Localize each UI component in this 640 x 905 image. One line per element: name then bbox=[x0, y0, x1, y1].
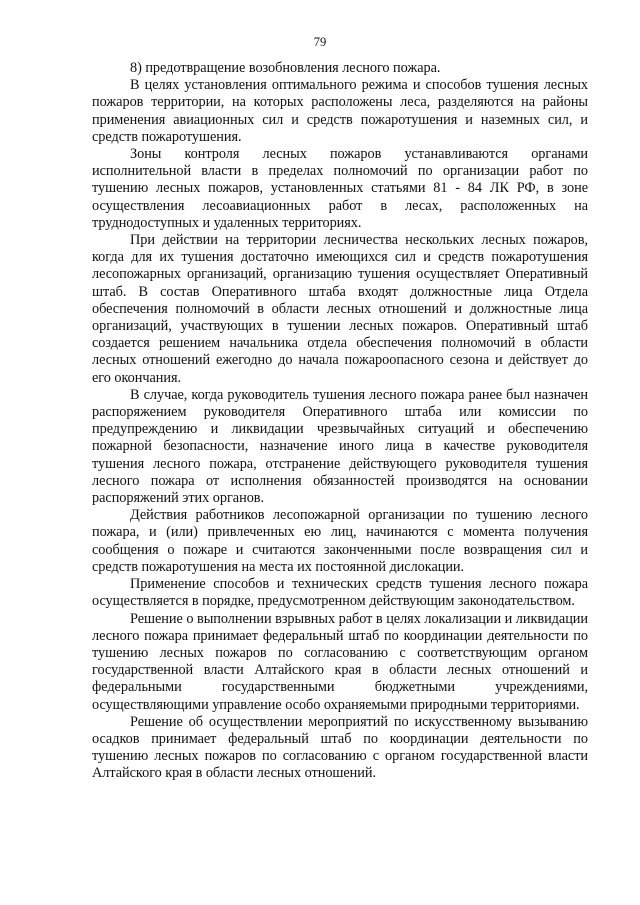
paragraph-6: Действия работников лесопожарной организации по тушению лесного пожара, и (или) привлеченных ею лиц, начинаются с момента получения сообщения о пожаре и считаются законченными после возвращения сил и средств пожаротушения на места их постоянной дислокации. bbox=[92, 507, 588, 575]
paragraph-3: Зоны контроля лесных пожаров устанавливаются органами исполнительной власти в пределах полномочий по организации работ по тушению лесных пожаров, установленных статьями 81 - 84 ЛК РФ, в зоне осуществления лесоавиационных работ в лесах, расположенных на труднодоступных и удаленных территориях. bbox=[92, 146, 588, 231]
paragraph-7: Применение способов и технических средств тушения лесного пожара осуществляется в порядке, предусмотренном действующим законодательством. bbox=[92, 576, 588, 610]
paragraph-8: Решение о выполнении взрывных работ в целях локализации и ликвидации лесного пожара принимает федеральный штаб по координации деятельности по тушению лесных пожаров по согласованию с соответствующим органом государственной власти Алтайского края в области лесных отношений и федеральными государственными бюджетными учреждениями, осуществляющими управление особо охраняемыми природными территориями. bbox=[92, 610, 588, 713]
paragraph-5: В случае, когда руководитель тушения лесного пожара ранее был назначен распоряжением руководителя Оперативного штаба или комиссии по предупреждению и ликвидации чрезвычайных ситуаций и обеспечению пожарной безопасности, назначение иного лица в качестве руководителя тушения лесного пожара, отстранение действующего руководителя тушения лесного пожара от исполнения обязанностей производятся на основании распоряжений этих органов. bbox=[92, 386, 588, 507]
paragraph-1: 8) предотвращение возобновления лесного пожара. bbox=[130, 60, 441, 76]
paragraph-2: В целях установления оптимального режима и способов тушения лесных пожаров территории, на которых расположены леса, разделяются на районы применения авиационных сил и средств пожаротушения и наземных сил, и средств пожаротушения. bbox=[92, 77, 588, 145]
paragraph-9: Решение об осуществлении мероприятий по искусственному вызыванию осадков принимает федеральный штаб по координации деятельности по тушению лесных пожаров по согласованию с органом государственной власти Алтайского края в области лесных отношений. bbox=[92, 713, 588, 782]
page-number: 79 bbox=[313, 35, 327, 49]
document-body bbox=[92, 60, 588, 783]
paragraph-4: При действии на территории лесничества нескольких лесных пожаров, когда для их тушения достаточно имеющихся сил и средств пожаротушения лесопожарных организаций, организацию тушения осуществляет Оперативный штаб. В состав Оперативного штаба входят должностные лица Отдела обеспечения полномочий в области лесных отношений и должностные лица организаций, участвующих в тушении лесных пожаров. Оперативный штаб создается решением начальника отдела обеспечения полномочий в области лесных отношений ежегодно до начала пожароопасного сезона и действует до его окончания. bbox=[92, 232, 588, 386]
